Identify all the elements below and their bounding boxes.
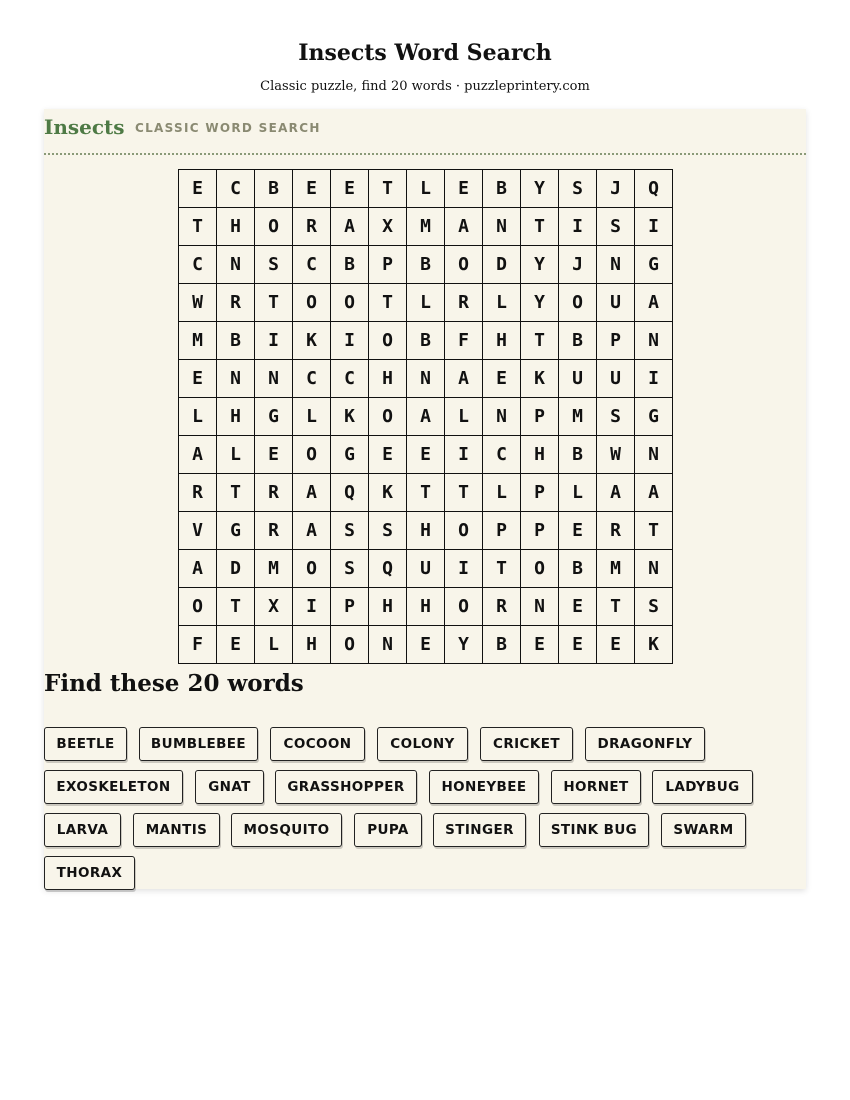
grid-cell: L [407, 284, 445, 322]
card-header [44, 109, 806, 155]
grid-cell: N [483, 398, 521, 436]
word-chip: STINGER [433, 813, 526, 847]
grid-cell: C [217, 170, 255, 208]
grid-cell: O [445, 588, 483, 626]
grid-cell: Y [521, 170, 559, 208]
grid-cell: C [179, 246, 217, 284]
grid-cell: W [597, 436, 635, 474]
grid-cell: A [293, 474, 331, 512]
grid-cell: A [179, 436, 217, 474]
grid-cell: B [255, 170, 293, 208]
grid-cell: S [369, 512, 407, 550]
grid-cell: T [255, 284, 293, 322]
grid-cell: H [407, 588, 445, 626]
grid-cell: L [217, 436, 255, 474]
word-chip: PUPA [354, 813, 422, 847]
grid-cell: R [293, 208, 331, 246]
grid-cell: U [559, 360, 597, 398]
grid-cell: I [635, 208, 673, 246]
grid-cell: E [445, 170, 483, 208]
grid-cell: K [635, 626, 673, 664]
word-chip: HONEYBEE [429, 770, 539, 804]
grid-cell: X [369, 208, 407, 246]
grid-cell: O [293, 550, 331, 588]
grid-cell: A [445, 360, 483, 398]
grid-cell: E [179, 360, 217, 398]
grid-cell: H [293, 626, 331, 664]
grid-cell: R [255, 512, 293, 550]
grid-cell: S [597, 208, 635, 246]
grid-cell: T [217, 588, 255, 626]
grid-cell: I [293, 588, 331, 626]
grid-cell: W [179, 284, 217, 322]
grid-cell: T [407, 474, 445, 512]
grid-cell: U [597, 284, 635, 322]
grid-cell: D [217, 550, 255, 588]
grid-cell: A [407, 398, 445, 436]
grid-cell: N [217, 360, 255, 398]
grid-cell: T [217, 474, 255, 512]
grid-cell: H [217, 398, 255, 436]
grid-cell: N [483, 208, 521, 246]
word-chip: MANTIS [133, 813, 220, 847]
grid-cell: N [217, 246, 255, 284]
word-chip: SWARM [661, 813, 746, 847]
grid-cell: M [597, 550, 635, 588]
grid-cell: O [293, 284, 331, 322]
grid-cell: P [331, 588, 369, 626]
grid-cell: B [559, 550, 597, 588]
grid-cell: L [179, 398, 217, 436]
grid-cell: E [407, 436, 445, 474]
grid-cell: N [597, 246, 635, 284]
word-list-heading: Find these 20 words [44, 670, 304, 697]
grid-cell: T [483, 550, 521, 588]
grid-cell: J [597, 170, 635, 208]
grid-cell: L [255, 626, 293, 664]
word-chip: THORAX [44, 856, 135, 890]
grid-cell: N [369, 626, 407, 664]
grid-cell: L [483, 474, 521, 512]
grid-cell: R [483, 588, 521, 626]
grid-cell: O [369, 322, 407, 360]
grid-cell: U [597, 360, 635, 398]
grid-cell: V [179, 512, 217, 550]
grid-cell: G [217, 512, 255, 550]
grid-cell: O [369, 398, 407, 436]
grid-cell: C [293, 360, 331, 398]
grid-cell: N [635, 322, 673, 360]
grid-cell: U [407, 550, 445, 588]
grid-cell: O [179, 588, 217, 626]
grid-cell: B [217, 322, 255, 360]
grid-cell: N [255, 360, 293, 398]
grid-cell: A [445, 208, 483, 246]
grid-cell: Y [521, 284, 559, 322]
grid-cell: P [521, 474, 559, 512]
grid-cell: A [331, 208, 369, 246]
word-chip: GRASSHOPPER [275, 770, 417, 804]
grid-cell: S [635, 588, 673, 626]
grid-cell: Q [369, 550, 407, 588]
grid-cell: E [521, 626, 559, 664]
grid-cell: C [293, 246, 331, 284]
grid-cell: L [483, 284, 521, 322]
grid-cell: E [217, 626, 255, 664]
grid-cell: R [597, 512, 635, 550]
grid-cell: T [597, 588, 635, 626]
letter-grid [178, 169, 673, 664]
grid-cell: E [559, 588, 597, 626]
grid-cell: C [483, 436, 521, 474]
grid-cell: E [559, 512, 597, 550]
grid-cell: J [559, 246, 597, 284]
grid-cell: E [483, 360, 521, 398]
grid-cell: B [483, 170, 521, 208]
grid-cell: P [521, 398, 559, 436]
grid-cell: T [179, 208, 217, 246]
grid-cell: I [255, 322, 293, 360]
word-chip: LADYBUG [652, 770, 753, 804]
grid-cell: R [179, 474, 217, 512]
grid-cell: P [369, 246, 407, 284]
grid-cell: B [407, 322, 445, 360]
grid-cell: S [331, 512, 369, 550]
grid-cell: H [369, 360, 407, 398]
grid-cell: N [635, 436, 673, 474]
grid-cell: A [597, 474, 635, 512]
grid-cell: O [445, 246, 483, 284]
grid-cell: F [445, 322, 483, 360]
grid-cell: K [369, 474, 407, 512]
grid-cell: B [483, 626, 521, 664]
word-chip: COLONY [377, 727, 468, 761]
grid-cell: B [559, 322, 597, 360]
grid-cell: C [331, 360, 369, 398]
grid-cell: L [559, 474, 597, 512]
grid-cell: L [293, 398, 331, 436]
grid-cell: H [407, 512, 445, 550]
grid-cell: H [369, 588, 407, 626]
grid-cell: G [255, 398, 293, 436]
grid-cell: D [483, 246, 521, 284]
word-chip: LARVA [44, 813, 121, 847]
grid-cell: G [635, 398, 673, 436]
grid-cell: R [445, 284, 483, 322]
grid-cell: I [635, 360, 673, 398]
word-chip: BEETLE [44, 727, 127, 761]
grid-cell: T [445, 474, 483, 512]
grid-cell: M [559, 398, 597, 436]
grid-cell: R [255, 474, 293, 512]
grid-cell: S [331, 550, 369, 588]
page-subtitle: Classic puzzle, find 20 words · puzzleprintery.com [260, 79, 590, 94]
grid-cell: E [559, 626, 597, 664]
grid-cell: T [521, 208, 559, 246]
grid-cell: Y [521, 246, 559, 284]
grid-cell: N [407, 360, 445, 398]
grid-cell: E [255, 436, 293, 474]
grid-cell: Q [635, 170, 673, 208]
word-chip: GNAT [195, 770, 264, 804]
grid-cell: K [293, 322, 331, 360]
grid-cell: K [331, 398, 369, 436]
theme-title: Insects [44, 115, 125, 139]
grid-cell: E [407, 626, 445, 664]
grid-cell: B [559, 436, 597, 474]
grid-cell: S [597, 398, 635, 436]
grid-cell: M [179, 322, 217, 360]
grid-cell: G [331, 436, 369, 474]
grid-cell: M [255, 550, 293, 588]
grid-cell: K [521, 360, 559, 398]
word-chip: HORNET [551, 770, 641, 804]
grid-cell: P [521, 512, 559, 550]
grid-cell: X [255, 588, 293, 626]
grid-cell: O [293, 436, 331, 474]
grid-cell: N [521, 588, 559, 626]
grid-cell: E [331, 170, 369, 208]
puzzle-card [44, 109, 806, 889]
grid-cell: I [331, 322, 369, 360]
word-chip: CRICKET [480, 727, 573, 761]
word-chip: STINK BUG [539, 813, 649, 847]
grid-cell: E [597, 626, 635, 664]
grid-cell: H [521, 436, 559, 474]
grid-cell: N [635, 550, 673, 588]
grid-cell: A [635, 474, 673, 512]
grid-cell: T [521, 322, 559, 360]
grid-cell: O [521, 550, 559, 588]
grid-cell: S [559, 170, 597, 208]
grid-cell: B [331, 246, 369, 284]
grid-cell: O [445, 512, 483, 550]
page-title: Insects Word Search [298, 40, 552, 66]
grid-cell: A [635, 284, 673, 322]
grid-cell: M [407, 208, 445, 246]
grid-cell: E [293, 170, 331, 208]
word-chip: MOSQUITO [231, 813, 342, 847]
grid-cell: T [369, 170, 407, 208]
word-chip: COCOON [270, 727, 365, 761]
grid-cell: F [179, 626, 217, 664]
grid-cell: O [255, 208, 293, 246]
puzzle-type-label: CLASSIC WORD SEARCH [135, 121, 321, 135]
word-chip: EXOSKELETON [44, 770, 183, 804]
word-chip: BUMBLEBEE [139, 727, 258, 761]
word-chip: DRAGONFLY [585, 727, 705, 761]
grid-cell: I [445, 436, 483, 474]
grid-cell: O [331, 626, 369, 664]
grid-cell: L [407, 170, 445, 208]
grid-cell: S [255, 246, 293, 284]
grid-cell: L [445, 398, 483, 436]
grid-cell: I [559, 208, 597, 246]
grid-cell: A [293, 512, 331, 550]
grid-cell: O [559, 284, 597, 322]
grid-cell: E [179, 170, 217, 208]
grid-cell: O [331, 284, 369, 322]
grid-cell: I [445, 550, 483, 588]
grid-cell: G [635, 246, 673, 284]
grid-cell: P [483, 512, 521, 550]
grid-cell: E [369, 436, 407, 474]
grid-cell: T [369, 284, 407, 322]
grid-cell: H [483, 322, 521, 360]
grid-cell: R [217, 284, 255, 322]
grid-cell: H [217, 208, 255, 246]
grid-cell: Y [445, 626, 483, 664]
grid-cell: T [635, 512, 673, 550]
grid-cell: P [597, 322, 635, 360]
grid-cell: B [407, 246, 445, 284]
grid-cell: Q [331, 474, 369, 512]
grid-cell: A [179, 550, 217, 588]
